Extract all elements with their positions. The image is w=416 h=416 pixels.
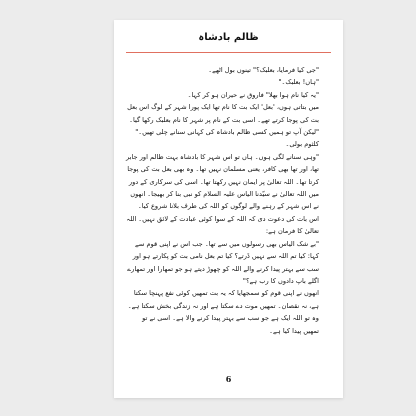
title-underline	[126, 52, 331, 53]
document-page	[114, 20, 343, 398]
paragraph: "جی کیا فرمایا، بعلبک؟" تینوں بول اٹھے۔	[208, 66, 319, 74]
page-body	[126, 64, 331, 337]
quote-paragraph: "بے شک الیاس بھی رسولوں میں سے تھا۔ جب اس نے اپنی قوم سے کہا: کیا تم اللہ سے نہیں ڈرتے؟ کیا تم بعل نامی بت کو پکارتے ہو اور سب سے بہتر پیدا کرنے والے اللہ کو چھوڑ دیتے ہو جو تمھارا اور تمھارے اگلے باپ دادوں کا رب ہے؟"	[127, 239, 319, 285]
paragraph: "ہاں! بعلبک۔"	[278, 78, 319, 87]
paragraph: "یہ کیا نام ہوا بھلا" فاروق نے حیران ہو کر کہا۔	[187, 90, 319, 99]
paragraph: میں بتاتی ہوں، 'بعل' ایک بت کا نام تھا ایک پورا شہر کے لوگ اس بعل بت کی پوجا کرتے تھے۔ اسی بت کے نام پر شہر کا نام بعلبک رکھا گیا۔	[127, 103, 319, 124]
paragraph: انھوں نے اپنی قوم کو سمجھایا کہ یہ بت تمھیں کوئی نفع پہنچا سکتا ہے، نہ نقصان۔ تمھیں موت دے سکتا ہے اور نہ زندگی بخش سکتا ہے۔ وہ تو اللہ ایک ہے جو سب سے بہتر پیدا کرنے والا ہے۔ اسی نے تو تمھیں پیدا کیا ہے۔	[127, 289, 319, 335]
paragraph: "لیکن آپ تو ہمیں کسی ظالم بادشاہ کی کہانی سنانے چلی تھیں۔" کلثوم بولی۔	[135, 128, 319, 149]
page-title: ظالم بادشاہ	[198, 32, 259, 43]
page-number: 6	[225, 374, 232, 384]
paragraph: "وہی سنانے لگی ہوں۔ ہاں تو اس شہر کا بادشاہ بہت ظالم اور جابر تھا، اور تھا بھی کافر، یعنی مسلمان نہیں تھا۔ وہ بھی بعل بت کی پوجا کرتا تھا۔ اللہ تعالیٰ پر ایمان نہیں رکھتا تھا۔ اسی کی سرکاری کے دور میں اللہ تعالیٰ نے سیّدنا الیاس علیہ السلام کو نبی بنا کر بھیجا۔ انھوں نے اس شہر کے رہنے والے لوگوں کو اللہ کی طرف بلانا شروع کیا۔ اس بات کی دعوت دی کہ اللہ کے سوا کوئی عبادت کے لائق نہیں۔ اللہ تعالیٰ کا فرمان ہے:	[126, 152, 319, 236]
